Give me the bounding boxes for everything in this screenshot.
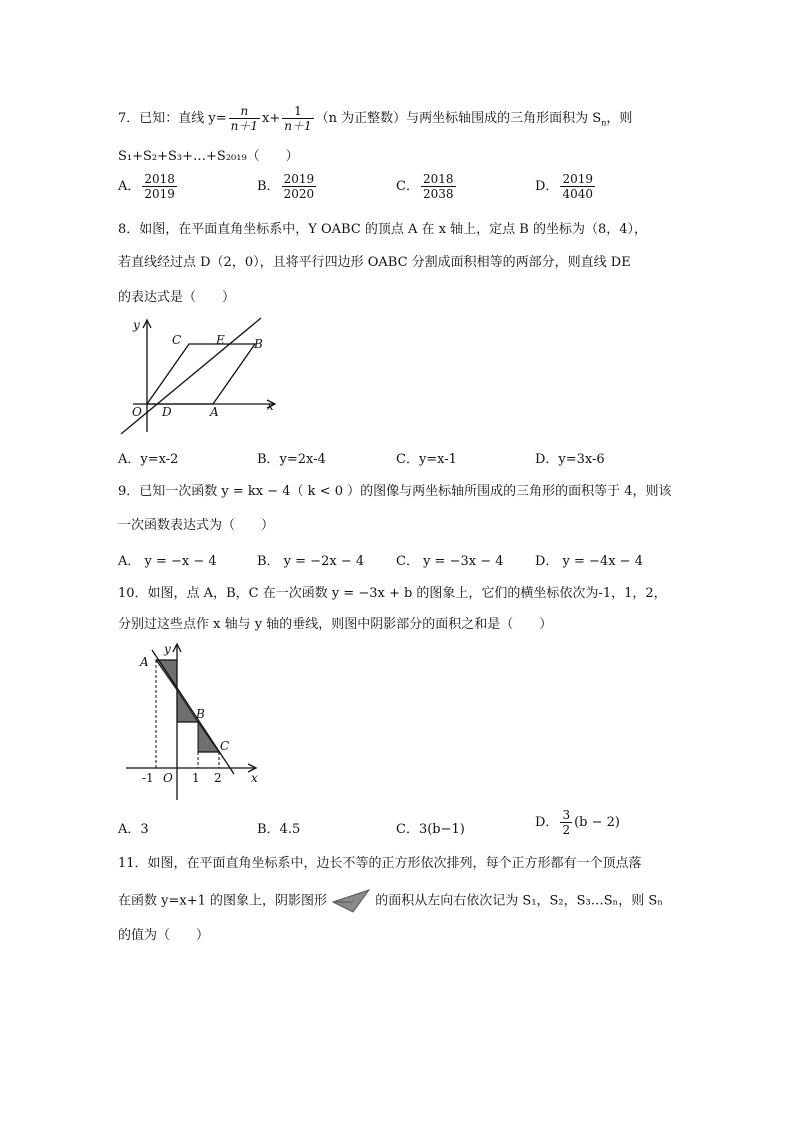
q10-label-x: x [251, 771, 258, 785]
q7-option-c [396, 172, 458, 201]
q8-label-y: y [133, 318, 140, 332]
q7-f1-den: n＋1 [230, 119, 259, 133]
q7-line2: S₁+S₂+S₃+…+S₂₀₁₉（ ） [118, 149, 299, 164]
q10-tick-1: 1 [192, 771, 200, 785]
q7-option-b-label: B． [257, 179, 280, 194]
q7-fraction-1 [229, 104, 260, 133]
q8-line3: 的表达式是（ ） [118, 290, 236, 305]
q7-option-d-label: D． [535, 179, 559, 194]
q7-option-a [118, 172, 179, 201]
q10-tick-2: 2 [214, 771, 222, 785]
q9-option-a: A． y = −x − 4 [118, 554, 217, 569]
q7-line1 [118, 104, 632, 133]
q11-line2 [118, 888, 663, 914]
q7-option-d [535, 172, 597, 201]
q8-option-b: B．y=2x-4 [257, 452, 326, 467]
q7-b-num: 2019 [283, 172, 315, 186]
q11-shaded-shape-icon [331, 888, 371, 914]
q9-line1: 9．已知一次函数 y = kx − 4（ k < 0 ）的图像与两坐标轴所围成的三角形的面积等于 4，则该 [118, 484, 672, 499]
q10-label-o: O [163, 771, 173, 785]
q10-option-a: A．3 [118, 822, 149, 837]
q8-label-e: E [216, 333, 225, 347]
q10-figure [120, 640, 270, 805]
q10-option-d-label: D． [535, 815, 559, 830]
q7-mid: x+ [262, 111, 281, 126]
q11-line1: 11．如图，在平面直角坐标系中，边长不等的正方形依次排列，每个正方形都有一个顶点落 [118, 856, 642, 871]
q7-sub-n: n [601, 118, 607, 128]
q7-a-den: 2019 [144, 187, 175, 201]
q7-c-den: 2038 [422, 187, 454, 201]
q8-option-a: A．y=x-2 [118, 452, 179, 467]
q10-function-line [152, 650, 234, 774]
q10-tick-m1: -1 [142, 771, 154, 785]
q8-label-x: x [267, 399, 274, 413]
q11-line2-b: 的面积从左向右依次记为 S₁，S₂，S₃…Sₙ，则 Sₙ [375, 893, 663, 909]
q8-figure [115, 316, 295, 436]
q9-option-d: D． y = −4x − 4 [535, 554, 643, 569]
q10-option-b: B．4.5 [257, 822, 301, 837]
q7-f2-num: 1 [282, 104, 313, 119]
q10-line2: 分别过这些点作 x 轴与 y 轴的垂线，则图中阴影部分的面积之和是（ ） [118, 617, 553, 632]
q8-option-c: C．y=x-1 [396, 452, 457, 467]
q8-label-a: A [210, 405, 219, 419]
q8-line1: 8．如图，在平面直角坐标系中，Y OABC 的顶点 A 在 x 轴上，定点 B 的坐标为（8，4）， [118, 222, 648, 237]
q8-line-de [121, 318, 261, 434]
q7-option-b [257, 172, 318, 201]
q7-b-den: 2020 [283, 187, 315, 201]
q8-parallelogram [147, 344, 255, 404]
q11-line2-a: 在函数 y=x+1 的图象上，阴影图形 [118, 893, 327, 909]
q10-label-a: A [140, 655, 149, 669]
q9-option-b: B． y = −2x − 4 [257, 554, 365, 569]
q10-d-den: 2 [562, 823, 571, 837]
q10-d-rest: (b − 2) [574, 815, 620, 830]
q10-option-d-frac [560, 808, 572, 837]
q7-option-a-frac [142, 172, 177, 201]
q7-f2-den: n＋1 [284, 119, 312, 133]
q8-label-o: O [132, 405, 142, 419]
q7-option-c-frac [421, 172, 456, 201]
q9-line2: 一次函数表达式为（ ） [118, 518, 275, 533]
q8-label-c: C [172, 333, 182, 347]
q7-a-num: 2018 [144, 172, 175, 186]
q10-option-c: C．3(b−1) [396, 822, 465, 837]
q8-line2: 若直线经过点 D（2，0），且将平行四边形 OABC 分割成面积相等的两部分，则直线 DE [118, 255, 631, 270]
q7-option-d-frac [560, 172, 595, 201]
q10-label-b: B [196, 707, 205, 721]
q8-label-d: D [162, 405, 172, 419]
q7-fraction-2 [282, 104, 313, 133]
q7-d-num: 2019 [562, 172, 593, 186]
q7-c-num: 2018 [422, 172, 454, 186]
q7-option-a-label: A． [118, 179, 141, 194]
q7-number: 7． [118, 111, 140, 126]
q11-line3: 的值为（ ） [118, 928, 210, 943]
q10-line1: 10．如图，点 A，B，C 在一次函数 y = −3x + b 的图象上，它们的横坐标依次为-1，1，2， [118, 586, 667, 601]
q7-option-b-frac [282, 172, 317, 201]
q8-option-d: D．y=3x-6 [535, 452, 605, 467]
q8-label-b: B [254, 337, 263, 351]
q10-label-y: y [164, 642, 171, 656]
q7-option-c-label: C． [396, 179, 419, 194]
q10-option-d [535, 808, 620, 837]
q7-post: （n 为正整数）与两坐标轴围成的三角形面积为 S [315, 111, 602, 126]
q9-option-c: C． y = −3x − 4 [396, 554, 504, 569]
q7-d-den: 4040 [562, 187, 593, 201]
q7-post2: ，则 [606, 111, 633, 126]
q10-d-num: 3 [562, 808, 571, 822]
q10-label-c: C [220, 739, 230, 753]
q10-shade-mid [177, 690, 198, 722]
q10-shade-a [156, 660, 177, 690]
q7-pre: 已知：直线 y= [139, 111, 227, 126]
q7-f1-num: n [229, 104, 260, 119]
